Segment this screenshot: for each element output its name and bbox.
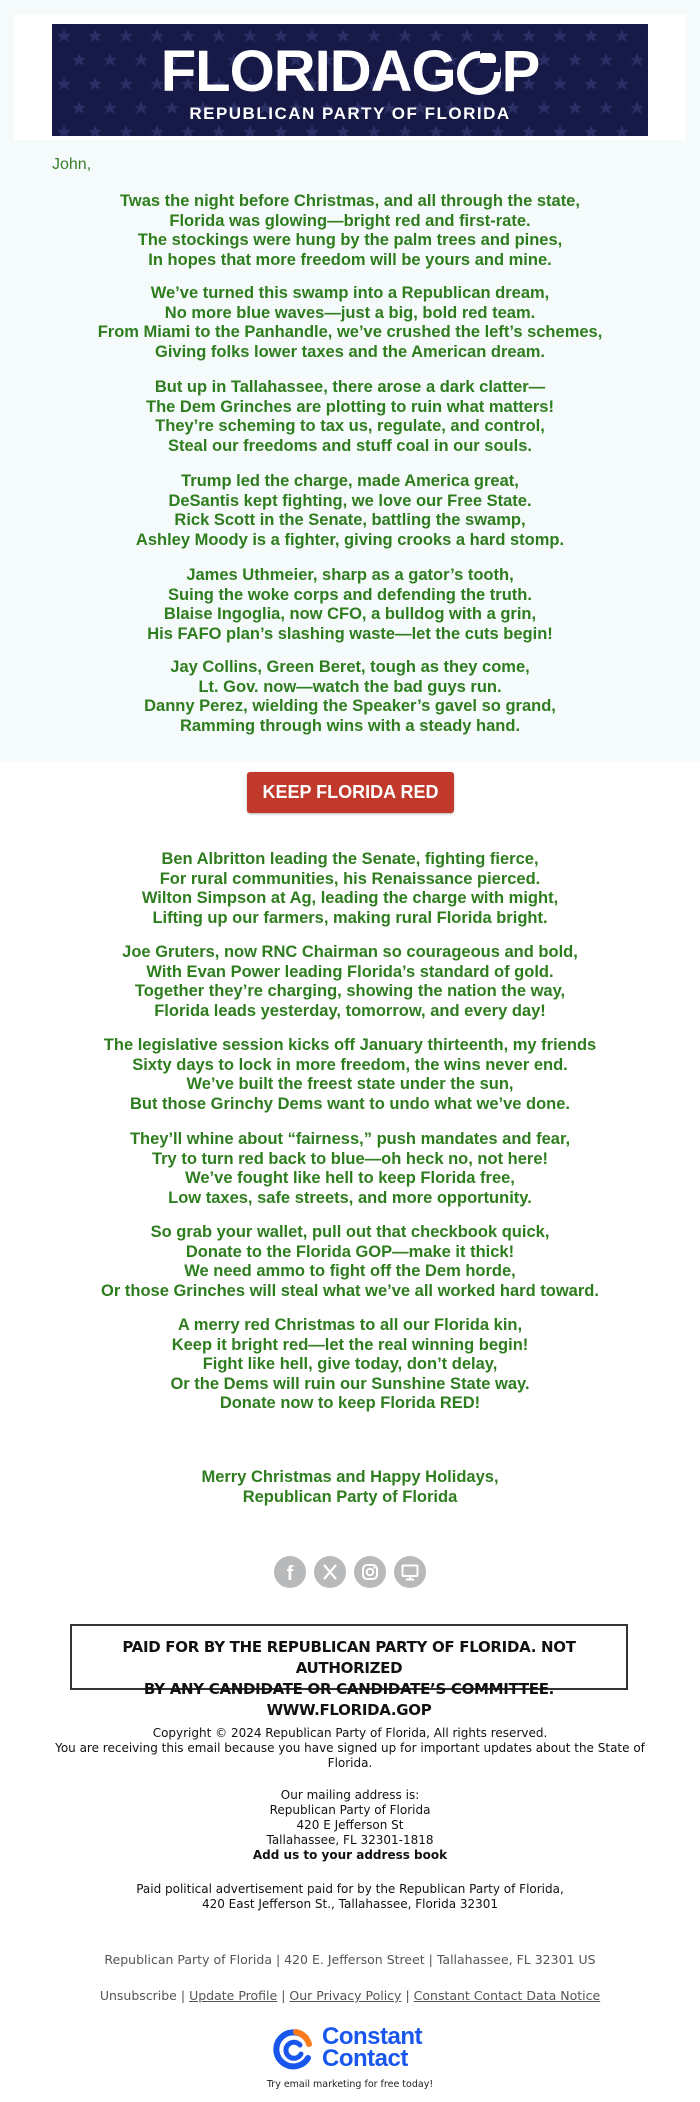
- poem-line: DeSantis kept fighting, we love our Free State.: [168, 491, 532, 510]
- poem-line: We need ammo to fight off the Dem horde,: [184, 1262, 516, 1280]
- poem-line: From Miami to the Panhandle, we’ve crushed the left’s schemes,: [97, 323, 603, 341]
- poem-line: Together they’re charging, showing the nation the way,: [134, 982, 566, 1000]
- paid-for-disclaimer: [70, 1624, 628, 1719]
- x-icon[interactable]: [314, 1556, 346, 1588]
- florida-gop-banner[interactable]: [52, 24, 648, 136]
- star-icon: [584, 29, 598, 42]
- poem-line: The Dem Grinches are plotting to ruin what matters!: [146, 397, 554, 416]
- star-icon: [57, 29, 71, 42]
- poem-line: Ramming through wins with a steady hand.: [179, 716, 521, 735]
- star-icon: [305, 125, 319, 136]
- star-icon: [646, 125, 648, 136]
- poem-line: But those Grinchy Dems want to undo what we’ve done.: [129, 1094, 571, 1113]
- poem-stanza: [0, 1316, 700, 1414]
- footer-links: [0, 1988, 700, 2003]
- poem-stanza: [0, 472, 700, 550]
- signup-reason: Florida.: [327, 1756, 373, 1770]
- paid-political-line: Paid political advertisement paid for by the Republican Party of Florida,: [136, 1882, 564, 1896]
- poem-stanza: [0, 1036, 700, 1114]
- poem-line: Or those Grinches will steal what we’ve all worked hard toward.: [101, 1281, 599, 1300]
- paid-political-line: 420 East Jefferson St., Tallahassee, Florida 32301: [201, 1897, 499, 1911]
- poem-line: The stockings were hung by the palm trees and pines,: [137, 231, 563, 249]
- poem-line: With Evan Power leading Florida’s standard of gold.: [146, 962, 554, 981]
- star-icon: [336, 125, 350, 136]
- link-separator: |: [281, 1988, 286, 2003]
- poem-stanza: [0, 566, 700, 644]
- poem-line: Try to turn red back to blue—oh heck no, not here!: [151, 1149, 549, 1168]
- update-profile-link[interactable]: Update Profile: [189, 1988, 278, 2003]
- keep-florida-red-button[interactable]: KEEP FLORIDA RED: [247, 772, 454, 813]
- star-icon: [88, 29, 102, 42]
- svg-text:f: f: [286, 1563, 294, 1585]
- star-icon: [491, 125, 505, 136]
- star-icon: [553, 29, 567, 42]
- poem-line: We’ve built the freest state under the sun,: [186, 1075, 514, 1093]
- copyright-text: Copyright © 2024 Republican Party of Florida, All rights reserved.: [152, 1726, 548, 1740]
- add-to-address-book-link[interactable]: Add us to your address book: [252, 1848, 448, 1862]
- facebook-icon[interactable]: [274, 1556, 306, 1588]
- poem-stanza: [0, 658, 700, 736]
- address-line: Republican Party of Florida: [269, 1803, 431, 1817]
- poem-line: Or the Dems will ruin our Sunshine State way.: [170, 1374, 530, 1393]
- star-icon: [429, 125, 443, 136]
- star-icon: [243, 125, 257, 136]
- poem-line: The legislative session kicks off January thirteenth, my friends: [103, 1036, 597, 1054]
- disclaimer-line: BY ANY CANDIDATE OR CANDIDATE’S COMMITTEE. WWW.FLORIDA.GOP: [143, 1680, 555, 1719]
- signup-reason: You are receiving this email because you have signed up for important updates about the State of: [55, 1741, 645, 1755]
- poem-line: Fight like hell, give today, don’t delay,: [202, 1355, 498, 1373]
- constant-contact-c-icon: [270, 2026, 316, 2072]
- star-icon: [460, 125, 474, 136]
- poem-line: Joe Gruters, now RNC Chairman so courageous and bold,: [122, 943, 578, 961]
- poem-line: They’re scheming to tax us, regulate, and control,: [155, 417, 545, 435]
- poem-line: Lifting up our farmers, making rural Florida bright.: [152, 908, 548, 927]
- footer-copyright: [0, 1726, 700, 1771]
- poem-line: A merry red Christmas to all our Florida kin,: [177, 1316, 523, 1334]
- signoff-line: Republican Party of Florida: [242, 1488, 458, 1506]
- star-icon: [57, 125, 71, 136]
- unsubscribe-link[interactable]: Unsubscribe: [99, 1988, 177, 2003]
- poem-stanza: [0, 850, 700, 928]
- poem-line: Wilton Simpson at Ag, leading the charge with might,: [141, 889, 559, 907]
- poem-line: Florida was glowing—bright red and first-rate.: [169, 211, 531, 230]
- poem-line: His FAFO plan’s slashing waste—let the cuts begin!: [147, 624, 553, 643]
- star-icon: [88, 125, 102, 136]
- poem-stanza: [0, 378, 700, 456]
- banner-subtitle: REPUBLICAN PARTY OF FLORIDA: [189, 104, 511, 123]
- constant-contact-wordmark: Constant Contact: [322, 2023, 422, 2072]
- poem-stanza: [0, 284, 700, 362]
- mailing-heading: Our mailing address is:: [280, 1788, 420, 1802]
- poem-line: So grab your wallet, pull out that checkbook quick,: [150, 1223, 550, 1241]
- signoff-line: Merry Christmas and Happy Holidays,: [201, 1468, 499, 1486]
- star-icon: [646, 29, 648, 42]
- greeting: John,: [52, 156, 92, 173]
- star-icon: [119, 125, 133, 136]
- star-icon: [181, 125, 195, 136]
- star-icon: [367, 125, 381, 136]
- poem-line: Low taxes, safe streets, and more opportunity.: [168, 1188, 532, 1207]
- star-icon: [212, 125, 226, 136]
- florida-gop-logo: FLORIDAG P: [160, 39, 540, 104]
- poem-stanza: [0, 943, 700, 1021]
- poem-line: Ben Albritton leading the Senate, fighting fierce,: [161, 850, 539, 868]
- poem-line: No more blue waves—just a big, bold red team.: [164, 303, 536, 322]
- star-icon: [615, 29, 629, 42]
- mailing-address: [0, 1788, 700, 1863]
- poem-line: Florida leads yesterday, tomorrow, and every day!: [154, 1001, 546, 1020]
- poem-line: Keep it bright red—let the real winning begin!: [171, 1335, 529, 1354]
- header-banner-frame: [14, 14, 686, 140]
- address-line: Tallahassee, FL 32301-1818: [266, 1833, 434, 1847]
- signoff: [0, 1467, 700, 1507]
- email-top-section: [0, 0, 700, 762]
- poem-line: Donate to the Florida GOP—make it thick!: [185, 1242, 515, 1261]
- poem-line: In hopes that more freedom will be yours and mine.: [148, 250, 552, 269]
- poem-line: Suing the woke corps and defending the truth.: [168, 585, 532, 604]
- org-address-line: Republican Party of Florida | 420 E. Jefferson Street | Tallahassee, FL 32301 US: [104, 1952, 596, 1967]
- star-icon: [274, 125, 288, 136]
- link-separator: |: [180, 1988, 186, 2003]
- constant-contact-logo[interactable]: [270, 2023, 440, 2072]
- poem-stanza: [0, 1223, 700, 1301]
- poem-line: They’ll whine about “fairness,” push mandates and fear,: [129, 1130, 571, 1148]
- poem-line: Giving folks lower taxes and the American dream.: [154, 342, 545, 361]
- poem-line: Steal our freedoms and stuff coal in our souls.: [168, 436, 532, 455]
- address-line: 420 E Jefferson St: [296, 1818, 404, 1832]
- link-separator: |: [405, 1988, 410, 2003]
- star-icon: [553, 125, 567, 136]
- poem-line: Blaise Ingoglia, now CFO, a bulldog with a grin,: [163, 605, 537, 623]
- poem-line: We’ve turned this swamp into a Republican dream,: [150, 284, 550, 302]
- poem-stanza: [0, 1130, 700, 1208]
- poem-line: For rural communities, his Renaissance pierced.: [159, 869, 541, 888]
- poem-line: We’ve fought like hell to keep Florida free,: [185, 1169, 515, 1187]
- star-icon: [150, 125, 164, 136]
- florida-state-o-icon: [457, 51, 501, 95]
- poem-line: Trump led the charge, made America great,: [181, 472, 519, 490]
- poem-line: Sixty days to lock in more freedom, the wins never end.: [132, 1055, 568, 1074]
- privacy-policy-link[interactable]: Our Privacy Policy: [289, 1988, 402, 2003]
- poem-line: Twas the night before Christmas, and all through the state,: [120, 192, 580, 210]
- poem-line: Donate now to keep Florida RED!: [219, 1394, 481, 1412]
- constant-contact-data-notice-link[interactable]: Constant Contact Data Notice: [413, 1988, 601, 2003]
- star-icon: [584, 125, 598, 136]
- disclaimer-line: PAID FOR BY THE REPUBLICAN PARTY OF FLORIDA. NOT AUTHORIZED: [122, 1638, 576, 1677]
- poem-stanza: [0, 192, 700, 270]
- poem-line: Rick Scott in the Senate, battling the swamp,: [174, 511, 526, 529]
- star-icon: [460, 29, 474, 42]
- star-icon: [522, 125, 536, 136]
- paid-political-notice: [0, 1882, 700, 1912]
- instagram-icon[interactable]: [354, 1556, 386, 1588]
- poem-line: Lt. Gov. now—watch the bad guys run.: [198, 677, 502, 696]
- cc-tagline[interactable]: Try email marketing for free today!: [266, 2079, 434, 2090]
- star-icon: [398, 125, 412, 136]
- poem-line: But up in Tallahassee, there arose a dark clatter—: [154, 378, 546, 396]
- poem-line: Ashley Moody is a fighter, giving crooks a hard stomp.: [135, 530, 565, 549]
- poem-line: James Uthmeier, sharp as a gator’s tooth,: [186, 566, 514, 584]
- star-icon: [615, 125, 629, 136]
- poem-line: Jay Collins, Green Beret, tough as they come,: [170, 658, 530, 676]
- poem-line: Danny Perez, wielding the Speaker’s gavel so grand,: [144, 697, 556, 715]
- star-icon: [119, 29, 133, 42]
- website-icon[interactable]: [394, 1556, 426, 1588]
